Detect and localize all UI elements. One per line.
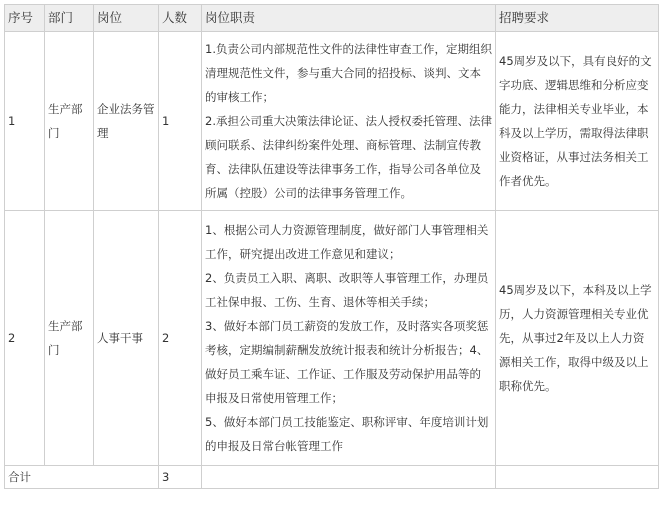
cell-index: 2: [5, 211, 45, 466]
table-header: [5, 5, 659, 32]
cell-requirements: 45周岁及以下，具有良好的文字功底、逻辑思维和分析应变能力，法律相关专业毕业，本科及以上学历，需取得法律职业资格证，从事过法务相关工作者优先。: [496, 32, 659, 211]
table-row: [5, 211, 659, 466]
cell-duties: [202, 211, 496, 466]
cell-department: 生产部门: [45, 211, 94, 466]
total-label: 合计: [5, 466, 159, 489]
cell-index: 1: [5, 32, 45, 211]
cell-position: 人事干事: [94, 211, 159, 466]
duty-item: 2.承担公司重大决策法律论证、法人授权委托管理、法律顾问联系、法律纠纷案件处理、商标管理、法制宣传教育、法律队伍建设等法律事务工作，指导公司各单位及所属（控股）公司的法律事务管理工作。: [205, 114, 492, 200]
header-count: 人数: [159, 5, 202, 32]
header-index: 序号: [5, 5, 45, 32]
header-department: 部门: [45, 5, 94, 32]
header-position: 岗位: [94, 5, 159, 32]
duty-item: 2、负责员工入职、离职、改职等人事管理工作，办理员工社保申报、工伤、生育、退休等相关手续；: [205, 271, 489, 309]
header-requirements: 招聘要求: [496, 5, 659, 32]
cell-requirements: 45周岁及以下，本科及以上学历，人力资源管理相关专业优先，从事过2年及以上人力资源相关工作，取得中级及以上职称优先。: [496, 211, 659, 466]
cell-count: 2: [159, 211, 202, 466]
total-duties-empty: [202, 466, 496, 489]
duty-item: 3、做好本部门员工薪资的发放工作，及时落实各项奖惩考核，定期编制薪酬发放统计报表和统计分析报告；4、做好员工乘车证、工作证、工作服及劳动保护用品等的申报及日常使用管理工作；: [205, 319, 489, 405]
duty-item: 1、根据公司人力资源管理制度，做好部门人事管理相关工作，研究提出改进工作意见和建议；: [205, 223, 489, 261]
total-requirements-empty: [496, 466, 659, 489]
total-count: 3: [159, 466, 202, 489]
duty-item: 1.负责公司内部规范性文件的法律性审查工作，定期组织清理规范性文件，参与重大合同的招投标、谈判、文本的审核工作；: [205, 42, 492, 104]
duty-item: 5、做好本部门员工技能鉴定、职称评审、年度培训计划的申报及日常台帐管理工作: [205, 415, 489, 453]
cell-count: 1: [159, 32, 202, 211]
total-row: [5, 466, 659, 489]
cell-duties: [202, 32, 496, 211]
cell-department: 生产部门: [45, 32, 94, 211]
header-duties: 岗位职责: [202, 5, 496, 32]
table-row: [5, 32, 659, 211]
cell-position: 企业法务管理: [94, 32, 159, 211]
recruitment-table: [4, 4, 659, 489]
